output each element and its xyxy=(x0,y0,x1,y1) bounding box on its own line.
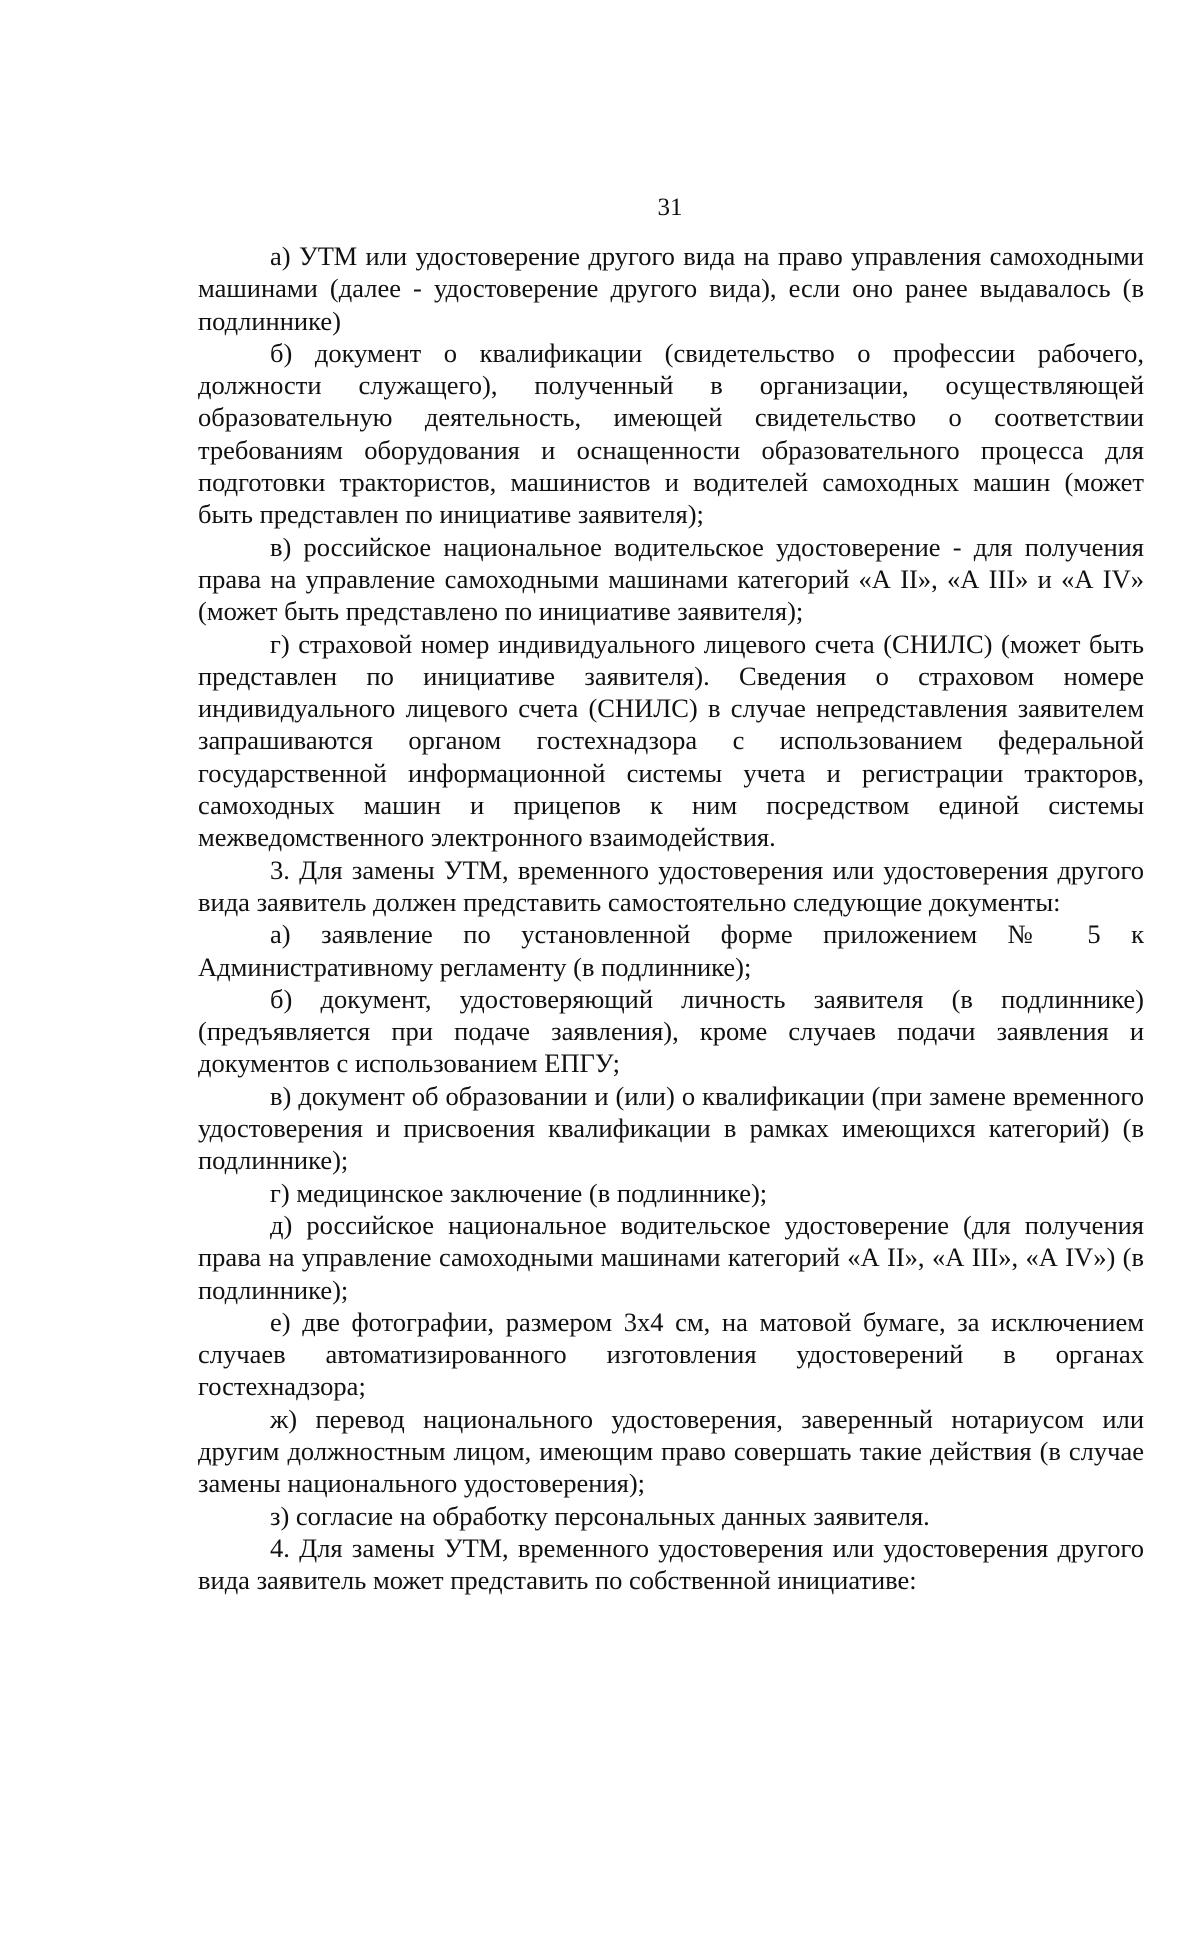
paragraph-4-optional: 4. Для замены УТМ, временного удостоверения или удостоверения другого вида заявитель может представить по собственной инициативе: xyxy=(198,1532,1144,1596)
document-body xyxy=(198,240,1144,1596)
paragraph-3v-education: в) документ об образовании и (или) о квалификации (при замене временного удостоверения и присвоения квалификации в рамках имеющихся категорий) (в подлиннике); xyxy=(198,1080,1144,1176)
paragraph-3zh-translation: ж) перевод национального удостоверения, заверенный нотариусом или другим должностным лицом, имеющим право совершать такие действия (в случае замены национального удостоверения); xyxy=(198,1403,1144,1499)
paragraph-3z-consent: з) согласие на обработку персональных данных заявителя. xyxy=(270,1500,930,1531)
page-number: 31 xyxy=(657,194,683,221)
paragraph-3b-identity: б) документ, удостоверяющий личность заявителя (в подлиннике) (предъявляется при подаче заявления), кроме случаев подачи заявления и документов с использованием ЕПГУ; xyxy=(198,983,1144,1079)
paragraph-a-utm: а) УТМ или удостоверение другого вида на право управления самоходными машинами (далее - удостоверение другого вида), если оно ранее выдавалось (в подлиннике) xyxy=(198,241,1144,336)
paragraph-3e-photos: е) две фотографии, размером 3х4 см, на матовой бумаге, за исключением случаев автоматизированного изготовления удостоверений в органах гостехнадзора; xyxy=(198,1306,1144,1402)
paragraph-3a-application: а) заявление по установленной форме приложением № 5 к Административному регламенту (в подлиннике); xyxy=(198,919,1144,982)
paragraph-3d-driver-license: д) российское национальное водительское удостоверение (для получения права на управление самоходными машинами категорий «А II», «А III», «А IV») (в подлиннике); xyxy=(198,1209,1144,1305)
paragraph-3g-medical: г) медицинское заключение (в подлиннике); xyxy=(270,1177,768,1208)
paragraph-3-replacement: 3. Для замены УТМ, временного удостоверения или удостоверения другого вида заявитель должен представить самостоятельно следующие документы: xyxy=(198,854,1144,917)
paragraph-b-qualification: б) документ о квалификации (свидетельство о профессии рабочего, должности служащего), полученный в организации, осуществляющей образовательную деятельность, имеющей свидетельство о соответствии требованиям оборудования и оснащенности образовательного процесса для подготовки трактористов, машинистов и водителей самоходных машин (может быть представлен по инициативе заявителя); xyxy=(198,337,1144,530)
paragraph-g-snils: г) страховой номер индивидуального лицевого счета (СНИЛС) (может быть представлен по инициативе заявителя). Сведения о страховом номере индивидуального лицевого счета (СНИЛС) в случае непредставления заявителем запрашиваются органом гостехнадзора с использованием федеральной государственной информационной системы учета и регистрации тракторов, самоходных машин и прицепов к ним посредством единой системы межведомственного электронного взаимодействия. xyxy=(198,628,1144,853)
paragraph-v-driver-license: в) российское национальное водительское удостоверение - для получения права на управление самоходными машинами категорий «А II», «А III» и «А IV» (может быть представлено по инициативе заявителя); xyxy=(198,531,1144,627)
